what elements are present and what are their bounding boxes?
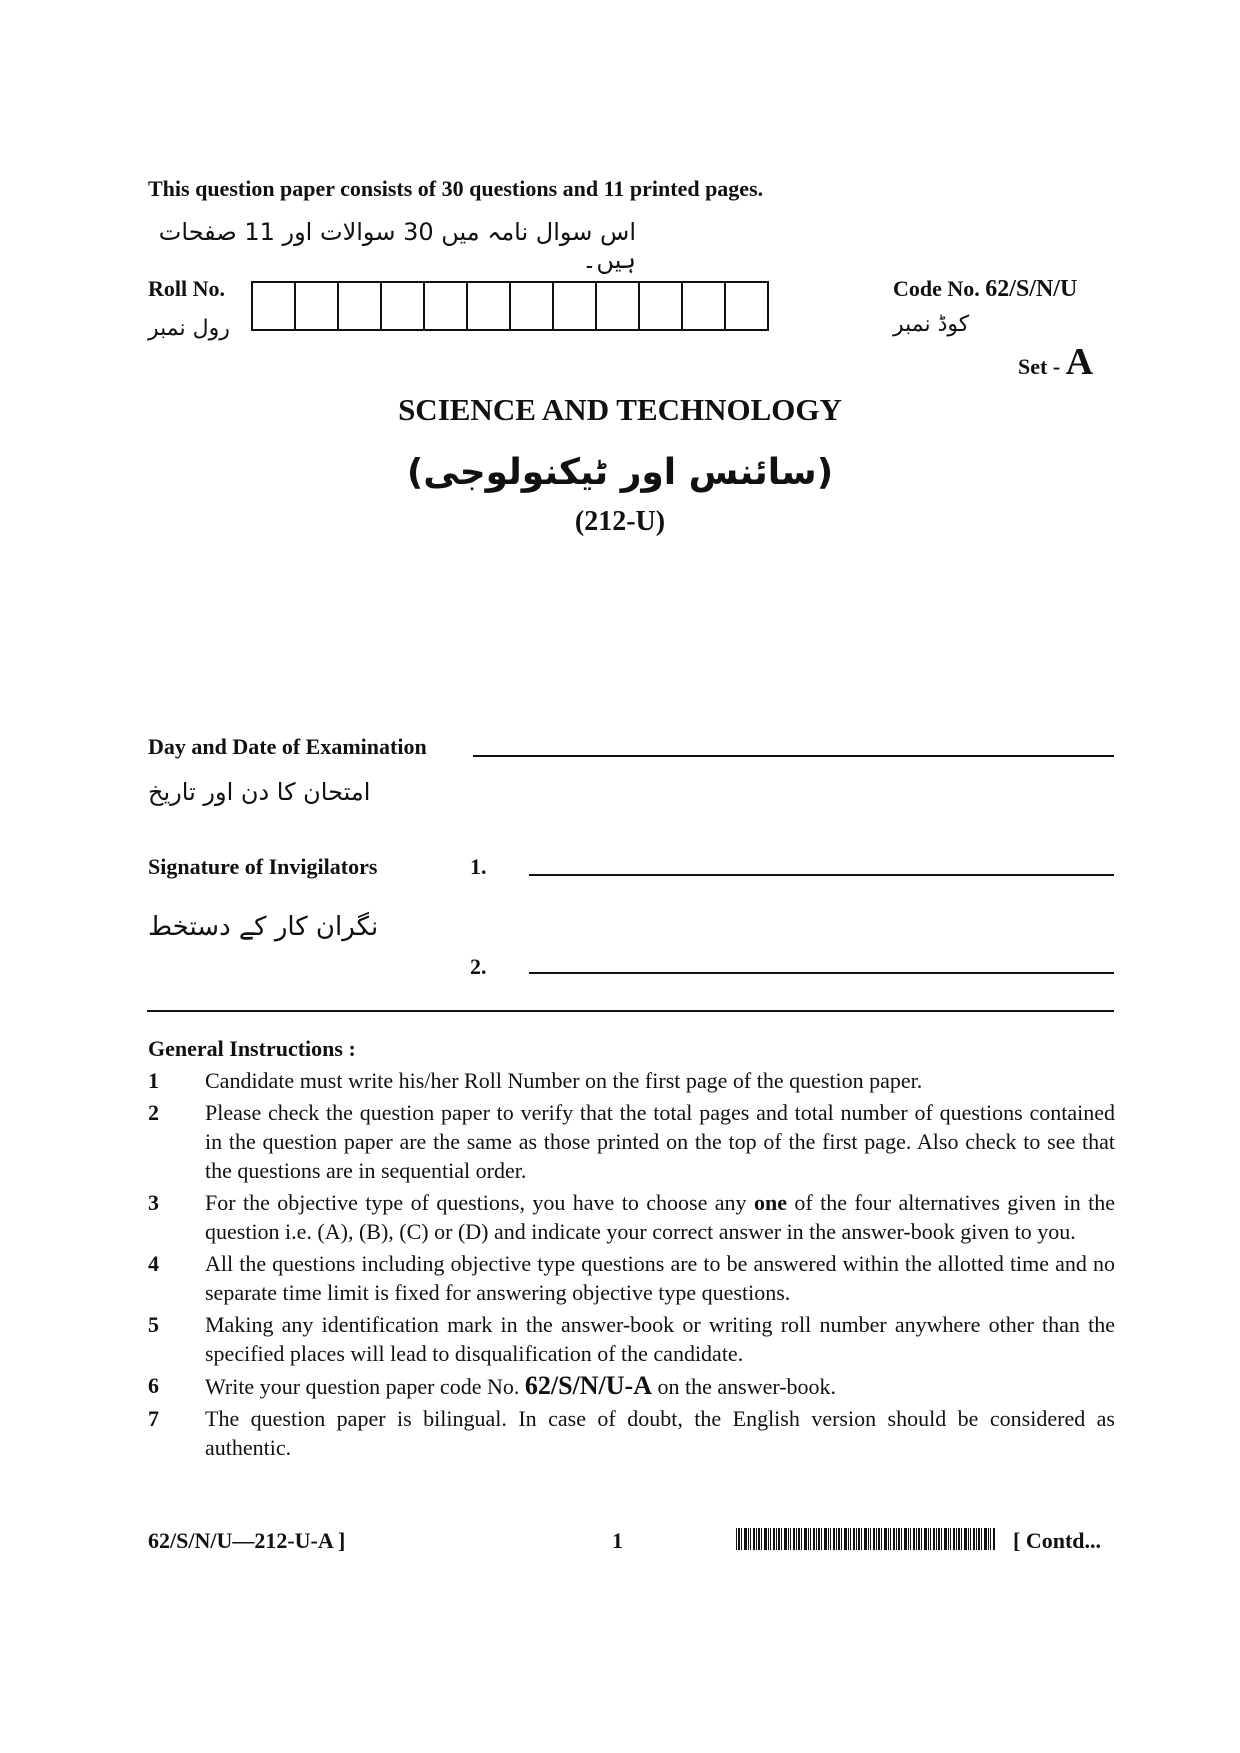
barcode-stripe — [736, 1528, 737, 1550]
instruction-text-part: on the answer-book. — [651, 1374, 837, 1399]
barcode-stripe — [988, 1528, 989, 1550]
barcode-stripe — [990, 1528, 991, 1550]
barcode-stripe — [936, 1528, 937, 1550]
page-number: 1 — [612, 1528, 623, 1553]
barcode-stripe — [898, 1528, 900, 1550]
barcode-stripe — [758, 1528, 760, 1550]
general-instructions-title: General Instructions : — [148, 1036, 356, 1061]
barcode-stripe — [753, 1528, 755, 1550]
barcode-stripe — [918, 1528, 920, 1550]
barcode-stripe — [808, 1528, 809, 1550]
roll-number-box[interactable] — [253, 283, 296, 329]
barcode-stripe — [801, 1528, 802, 1550]
instruction-emphasis: one — [753, 1190, 787, 1215]
barcode-stripe — [856, 1528, 857, 1550]
instruction-item — [148, 1098, 1115, 1185]
barcode-stripe — [901, 1528, 902, 1550]
instruction-text-part: Write your question paper code No. — [205, 1374, 525, 1399]
barcode-stripe — [828, 1528, 829, 1550]
barcode-stripe — [804, 1528, 807, 1550]
barcode-stripe — [941, 1528, 942, 1550]
barcode-stripe — [790, 1528, 791, 1550]
barcode-stripe — [810, 1528, 811, 1550]
instruction-number: 1 — [148, 1068, 159, 1093]
barcode-stripe — [744, 1528, 747, 1550]
barcode-stripe — [741, 1528, 742, 1550]
instruction-number: 3 — [148, 1190, 159, 1215]
barcode-stripe — [953, 1528, 955, 1550]
barcode-stripe — [824, 1528, 827, 1550]
instruction-text: The question paper is bilingual. In case of doubt, the English version should be considered as authentic. — [205, 1406, 1115, 1460]
subject-code: (212-U) — [574, 506, 666, 537]
barcode-stripe — [873, 1528, 875, 1550]
subject-title-urdu: (سائنس اور ٹیکنولوجی) — [406, 452, 834, 493]
barcode-stripe — [858, 1528, 860, 1550]
set-indicator — [1018, 340, 1093, 384]
barcode — [736, 1528, 996, 1550]
barcode-stripe — [764, 1528, 767, 1550]
barcode-stripe — [916, 1528, 917, 1550]
roll-number-label: Roll No. — [148, 276, 225, 301]
instruction-number: 6 — [148, 1373, 159, 1398]
barcode-stripe — [841, 1528, 842, 1550]
roll-number-box[interactable] — [640, 283, 683, 329]
code-number-label — [893, 276, 1077, 303]
roll-number-box[interactable] — [683, 283, 726, 329]
barcode-stripe — [884, 1528, 887, 1550]
barcode-stripe — [821, 1528, 822, 1550]
instruction-item — [148, 1404, 1115, 1462]
barcode-stripe — [838, 1528, 840, 1550]
barcode-stripe — [773, 1528, 775, 1550]
instruction-number: 5 — [148, 1312, 159, 1337]
barcode-stripe — [913, 1528, 915, 1550]
instruction-item — [148, 1371, 1115, 1401]
barcode-stripe — [868, 1528, 869, 1550]
barcode-stripe — [924, 1528, 927, 1550]
instruction-text-part: For the objective type of questions, you have to choose any — [205, 1190, 754, 1215]
barcode-stripe — [876, 1528, 877, 1550]
barcode-stripe — [761, 1528, 762, 1550]
barcode-stripe — [896, 1528, 897, 1550]
signature-number-1: 1. — [470, 854, 487, 879]
instruction-item — [148, 1249, 1115, 1307]
code-number-text: Code No. — [893, 276, 980, 301]
barcode-stripe — [968, 1528, 969, 1550]
subject-title: SCIENCE AND TECHNOLOGY — [398, 392, 842, 427]
barcode-stripe — [776, 1528, 777, 1550]
barcode-stripe — [853, 1528, 855, 1550]
barcode-stripe — [938, 1528, 940, 1550]
signature-field-2[interactable] — [529, 972, 1114, 974]
roll-number-box[interactable] — [382, 283, 425, 329]
barcode-stripe — [770, 1528, 771, 1550]
barcode-stripe — [984, 1528, 987, 1550]
instruction-item — [148, 1188, 1115, 1246]
roll-number-box[interactable] — [296, 283, 339, 329]
barcode-stripe — [978, 1528, 980, 1550]
barcode-stripe — [816, 1528, 817, 1550]
barcode-stripe — [910, 1528, 911, 1550]
barcode-stripe — [738, 1528, 740, 1550]
exam-date-field[interactable] — [473, 755, 1114, 757]
instruction-number: 4 — [148, 1251, 159, 1276]
barcode-stripe — [748, 1528, 749, 1550]
instruction-number: 2 — [148, 1100, 159, 1125]
barcode-stripe — [981, 1528, 982, 1550]
barcode-stripe — [950, 1528, 951, 1550]
instruction-text: Making any identification mark in the answer-book or writing roll number anywhere other than the specified places will lead to disqualification of the candidate. — [205, 1312, 1115, 1366]
roll-number-box[interactable] — [425, 283, 468, 329]
barcode-stripe — [933, 1528, 935, 1550]
consists-line: This question paper consists of 30 questions and 11 printed pages. — [148, 176, 764, 201]
instruction-text: All the questions including objective type questions are to be answered within the allotted time and no separate time limit is fixed for answering objective type questions. — [205, 1251, 1115, 1305]
code-number-value: 62/S/N/U — [985, 276, 1078, 302]
roll-number-box[interactable] — [339, 283, 382, 329]
set-value: A — [1065, 341, 1094, 383]
barcode-stripe — [970, 1528, 971, 1550]
barcode-stripe — [818, 1528, 820, 1550]
barcode-stripe — [798, 1528, 800, 1550]
barcode-stripe — [948, 1528, 949, 1550]
barcode-stripe — [921, 1528, 922, 1550]
barcode-stripe — [973, 1528, 975, 1550]
barcode-stripe — [904, 1528, 907, 1550]
barcode-stripe — [813, 1528, 815, 1550]
barcode-stripe — [848, 1528, 849, 1550]
barcode-stripe — [750, 1528, 751, 1550]
set-label: Set - — [1018, 354, 1061, 379]
continued-label: [ Contd... — [1013, 1528, 1102, 1553]
section-divider — [147, 1010, 1114, 1012]
roll-number-boxes[interactable] — [251, 281, 769, 331]
roll-number-box[interactable] — [597, 283, 640, 329]
barcode-stripe — [850, 1528, 851, 1550]
barcode-stripe — [964, 1528, 967, 1550]
instruction-text: Please check the question paper to verify that the total pages and total number of questions contained in the question paper are the same as those printed on the top of the first page. Also check to see that the questions are in sequential order. — [205, 1100, 1115, 1183]
barcode-stripe — [888, 1528, 889, 1550]
exam-date-label-urdu: امتحان کا دن اور تاریخ — [148, 778, 371, 806]
signature-field-1[interactable] — [529, 874, 1114, 876]
instruction-item — [148, 1066, 1115, 1095]
barcode-stripe — [958, 1528, 960, 1550]
general-instructions-list — [148, 1066, 1115, 1465]
instruction-number: 7 — [148, 1406, 159, 1431]
barcode-stripe — [768, 1528, 769, 1550]
barcode-stripe — [944, 1528, 947, 1550]
instruction-emphasis: 62/S/N/U-A — [524, 1371, 652, 1400]
instruction-item — [148, 1310, 1115, 1368]
barcode-stripe — [890, 1528, 891, 1550]
barcode-stripe — [788, 1528, 789, 1550]
barcode-stripe — [861, 1528, 862, 1550]
barcode-stripe — [993, 1528, 995, 1550]
barcode-stripe — [781, 1528, 782, 1550]
roll-number-box[interactable] — [468, 283, 511, 329]
barcode-stripe — [778, 1528, 780, 1550]
barcode-stripe — [870, 1528, 871, 1550]
barcode-stripe — [930, 1528, 931, 1550]
roll-number-box[interactable] — [511, 283, 554, 329]
footer-paper-code: 62/S/N/U—212-U-A ] — [148, 1528, 346, 1553]
exam-date-label: Day and Date of Examination — [148, 734, 427, 759]
barcode-stripe — [908, 1528, 909, 1550]
instruction-text: Candidate must write his/her Roll Number on the first page of the question paper. — [205, 1068, 923, 1093]
code-number-label-urdu: کوڈ نمبر — [893, 312, 970, 337]
barcode-stripe — [976, 1528, 977, 1550]
roll-number-label-urdu: رول نمبر — [148, 316, 230, 341]
barcode-stripe — [928, 1528, 929, 1550]
roll-number-box[interactable] — [726, 283, 769, 329]
barcode-stripe — [956, 1528, 957, 1550]
instruction-text-part: of the four alternatives given in the question i.e. (A), (B), (C) or (D) and indicate your correct answer in the answer-book given to you. — [205, 1190, 1115, 1244]
barcode-stripe — [878, 1528, 880, 1550]
consists-line-urdu: اس سوال نامہ میں 30 سوالات اور 11 صفحات ہیں۔ — [158, 218, 636, 274]
barcode-stripe — [881, 1528, 882, 1550]
barcode-stripe — [864, 1528, 867, 1550]
barcode-stripe — [844, 1528, 847, 1550]
barcode-stripe — [836, 1528, 837, 1550]
barcode-stripe — [961, 1528, 962, 1550]
roll-number-box[interactable] — [554, 283, 597, 329]
barcode-stripe — [830, 1528, 831, 1550]
barcode-stripe — [796, 1528, 797, 1550]
barcode-stripe — [784, 1528, 787, 1550]
instruction-text — [205, 1371, 1115, 1401]
barcode-stripe — [833, 1528, 835, 1550]
invigilator-signature-label-urdu: نگران کار کے دستخط — [148, 912, 379, 942]
instruction-text — [205, 1188, 1115, 1246]
barcode-stripe — [793, 1528, 795, 1550]
barcode-stripe — [893, 1528, 895, 1550]
barcode-stripe — [756, 1528, 757, 1550]
invigilator-signature-label: Signature of Invigilators — [148, 854, 378, 879]
signature-number-2: 2. — [470, 954, 487, 979]
